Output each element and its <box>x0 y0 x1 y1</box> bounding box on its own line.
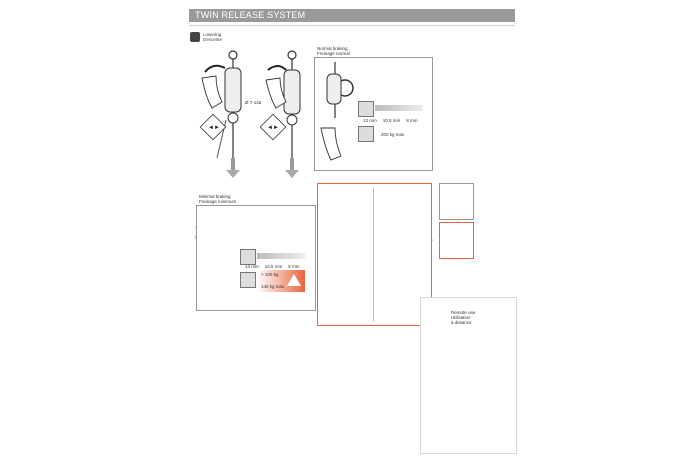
minimal-rope-8mm: 8 mm <box>288 264 300 269</box>
section-title: TWIN RELEASE SYSTEM <box>195 10 306 20</box>
minimal-rope-13mm: 13 mm <box>245 264 259 269</box>
minimal-rope-icon <box>240 249 256 265</box>
minimal-load-a: > 100 kg <box>261 272 279 277</box>
normal-load-value: 200 kg max <box>381 132 405 137</box>
normal-braking-panel <box>314 46 433 171</box>
minimal-braking-title <box>199 194 236 204</box>
minimal-rope-bar <box>257 253 305 259</box>
normal-load-icon <box>358 126 374 142</box>
device-1-illustration <box>200 51 241 178</box>
minimal-braking-panel <box>196 194 316 311</box>
normal-braking-label-en: Normal braking <box>317 46 348 51</box>
minimal-rope-10mm: 10,5 mm <box>264 264 283 269</box>
remote-use-label-fr-2: à distance <box>451 320 472 325</box>
warning-icon <box>287 274 301 286</box>
normal-braking-label-fr: Freinage normal <box>317 51 350 56</box>
lowering-label-en: Lowering <box>203 32 222 37</box>
remote-use-label-en: Remote use <box>451 310 476 315</box>
minimal-load-icon <box>240 272 256 288</box>
minimal-braking-label-fr: Freinage minimum <box>199 199 237 204</box>
remote-use-label-fr-1: Utilisation <box>451 315 471 320</box>
normal-rope-labels <box>363 118 418 123</box>
minimal-rope-labels <box>245 264 300 269</box>
normal-rope-13mm: 13 mm <box>363 118 377 123</box>
normal-braking-title <box>317 46 350 56</box>
rope-diameter-label: Ø 7-13a <box>245 100 262 105</box>
normal-rope-icon <box>358 101 374 117</box>
glove-box-top <box>439 183 474 220</box>
normal-rope-8mm: 8 mm <box>406 118 418 123</box>
remote-use-panel <box>420 297 517 454</box>
normal-rope-bar <box>375 105 423 111</box>
svg-text:◄►: ◄► <box>267 125 279 131</box>
lowering-label-fr: Descente <box>203 37 223 42</box>
device-2-illustration <box>260 51 300 178</box>
glove-box-bottom <box>439 222 474 259</box>
minimal-braking-label-en: Minimal braking <box>199 194 231 199</box>
twin-release-orange-panel <box>317 183 432 326</box>
svg-text:◄►: ◄► <box>208 125 220 131</box>
remote-use-title <box>451 310 475 325</box>
minimal-load-b: 140 kg max <box>261 284 285 289</box>
normal-rope-10mm: 10,5 mm <box>382 118 401 123</box>
orange-panel-divider <box>373 188 374 321</box>
